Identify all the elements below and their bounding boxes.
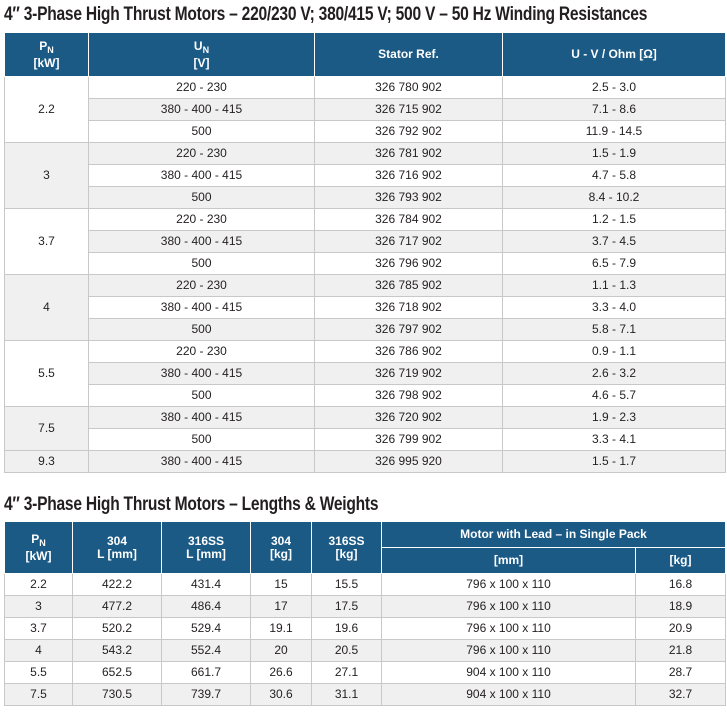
resistance-cell: 1.5 - 1.9 [503,143,726,165]
table-row [5,662,726,684]
header-pn: $P_N$ [kW] [5,33,89,77]
pack-weight-cell: 21.8 [636,640,726,662]
winding-resistance-table [4,32,726,473]
resistance-cell: 2.6 - 3.2 [503,363,726,385]
table-row [5,574,726,596]
header-316ss-length: 316SS L [mm] [162,522,251,574]
table-row [5,187,726,209]
resistance-cell: 7.1 - 8.6 [503,99,726,121]
lengths-weights-table [4,521,726,706]
pack-dimensions-cell: 796 x 100 x 110 [382,640,636,662]
voltage-cell: 500 [89,429,315,451]
voltage-cell: 220 - 230 [89,275,315,297]
pack-weight-cell: 28.7 [636,662,726,684]
stator-ref-cell: 326 792 902 [315,121,503,143]
table-row [5,385,726,407]
resistance-cell: 6.5 - 7.9 [503,253,726,275]
power-cell: 5.5 [5,341,89,407]
table-row [5,165,726,187]
length-316ss-cell: 486.4 [162,596,251,618]
power-cell: 3 [5,596,73,618]
resistance-cell: 3.3 - 4.0 [503,297,726,319]
length-304-cell: 543.2 [73,640,162,662]
table-row [5,640,726,662]
table-row [5,363,726,385]
resistance-cell: 1.1 - 1.3 [503,275,726,297]
pack-weight-cell: 20.9 [636,618,726,640]
table-row [5,77,726,99]
weight-304-cell: 19.1 [251,618,312,640]
pack-dimensions-cell: 904 x 100 x 110 [382,662,636,684]
length-316ss-cell: 529.4 [162,618,251,640]
voltage-cell: 380 - 400 - 415 [89,165,315,187]
stator-ref-cell: 326 785 902 [315,275,503,297]
weight-316ss-cell: 19.6 [312,618,382,640]
table-row [5,596,726,618]
voltage-cell: 220 - 230 [89,77,315,99]
weight-316ss-cell: 15.5 [312,574,382,596]
stator-ref-cell: 326 798 902 [315,385,503,407]
power-cell: 3.7 [5,618,73,640]
weight-304-cell: 17 [251,596,312,618]
stator-ref-cell: 326 717 902 [315,231,503,253]
power-cell: 3.7 [5,209,89,275]
table-row [5,231,726,253]
stator-ref-cell: 326 716 902 [315,165,503,187]
weight-304-cell: 15 [251,574,312,596]
stator-ref-cell: 326 784 902 [315,209,503,231]
resistance-cell: 1.5 - 1.7 [503,451,726,473]
length-316ss-cell: 431.4 [162,574,251,596]
power-cell: 7.5 [5,684,73,706]
stator-ref-cell: 326 786 902 [315,341,503,363]
length-304-cell: 652.5 [73,662,162,684]
power-cell: 4 [5,640,73,662]
voltage-cell: 380 - 400 - 415 [89,231,315,253]
resistance-cell: 1.2 - 1.5 [503,209,726,231]
header-316ss-weight: 316SS [kg] [312,522,382,574]
table-row [5,99,726,121]
stator-ref-cell: 326 718 902 [315,297,503,319]
stator-ref-cell: 326 995 920 [315,451,503,473]
winding-resistance-title: 4″ 3-Phase High Thrust Motors – 220/230 V; 380/415 V; 500 V – 50 Hz Winding Resistances [4,4,648,25]
table-row [5,429,726,451]
voltage-cell: 220 - 230 [89,209,315,231]
stator-ref-cell: 326 780 902 [315,77,503,99]
header-single-pack: Motor with Lead – in Single Pack [382,522,726,548]
resistance-cell: 11.9 - 14.5 [503,121,726,143]
pack-weight-cell: 18.9 [636,596,726,618]
voltage-cell: 380 - 400 - 415 [89,99,315,121]
stator-ref-cell: 326 781 902 [315,143,503,165]
voltage-cell: 500 [89,187,315,209]
stator-ref-cell: 326 799 902 [315,429,503,451]
header-resistance: U - V / Ohm [Ω] [503,33,726,77]
pack-weight-cell: 32.7 [636,684,726,706]
table-row [5,121,726,143]
weight-304-cell: 20 [251,640,312,662]
power-cell: 2.2 [5,77,89,143]
power-cell: 7.5 [5,407,89,451]
table-row [5,143,726,165]
header-stator-ref: Stator Ref. [315,33,503,77]
length-304-cell: 730.5 [73,684,162,706]
power-cell: 2.2 [5,574,73,596]
voltage-cell: 500 [89,253,315,275]
stator-ref-cell: 326 793 902 [315,187,503,209]
table-row [5,341,726,363]
stator-ref-cell: 326 796 902 [315,253,503,275]
voltage-cell: 220 - 230 [89,143,315,165]
table-row [5,451,726,473]
pack-dimensions-cell: 796 x 100 x 110 [382,596,636,618]
length-304-cell: 520.2 [73,618,162,640]
resistance-cell: 3.7 - 4.5 [503,231,726,253]
table-row [5,684,726,706]
resistance-cell: 3.3 - 4.1 [503,429,726,451]
length-316ss-cell: 661.7 [162,662,251,684]
table-row [5,319,726,341]
power-cell: 9.3 [5,451,89,473]
voltage-cell: 220 - 230 [89,341,315,363]
pack-weight-cell: 16.8 [636,574,726,596]
voltage-cell: 380 - 400 - 415 [89,297,315,319]
stator-ref-cell: 326 797 902 [315,319,503,341]
header-pack-kg: [kg] [636,548,726,574]
weight-304-cell: 30.6 [251,684,312,706]
power-cell: 4 [5,275,89,341]
voltage-cell: 380 - 400 - 415 [89,451,315,473]
header-304-weight: 304 [kg] [251,522,312,574]
header-un: $U_N$ [V] [89,33,315,77]
resistance-cell: 0.9 - 1.1 [503,341,726,363]
length-316ss-cell: 739.7 [162,684,251,706]
stator-ref-cell: 326 720 902 [315,407,503,429]
table-row [5,407,726,429]
table-row [5,297,726,319]
header-pack-mm: [mm] [382,548,636,574]
resistance-cell: 5.8 - 7.1 [503,319,726,341]
table-row [5,253,726,275]
length-304-cell: 422.2 [73,574,162,596]
header-304-length: 304 L [mm] [73,522,162,574]
length-316ss-cell: 552.4 [162,640,251,662]
voltage-cell: 500 [89,319,315,341]
weight-304-cell: 26.6 [251,662,312,684]
stator-ref-cell: 326 719 902 [315,363,503,385]
table-row [5,275,726,297]
voltage-cell: 500 [89,121,315,143]
resistance-cell: 2.5 - 3.0 [503,77,726,99]
weight-316ss-cell: 31.1 [312,684,382,706]
pack-dimensions-cell: 904 x 100 x 110 [382,684,636,706]
table-row [5,618,726,640]
lengths-weights-title: 4″ 3-Phase High Thrust Motors – Lengths & Weights [4,494,379,515]
pack-dimensions-cell: 796 x 100 x 110 [382,618,636,640]
weight-316ss-cell: 17.5 [312,596,382,618]
weight-316ss-cell: 20.5 [312,640,382,662]
power-cell: 3 [5,143,89,209]
weight-316ss-cell: 27.1 [312,662,382,684]
stator-ref-cell: 326 715 902 [315,99,503,121]
resistance-cell: 4.6 - 5.7 [503,385,726,407]
resistance-cell: 1.9 - 2.3 [503,407,726,429]
voltage-cell: 380 - 400 - 415 [89,407,315,429]
table-row [5,209,726,231]
voltage-cell: 380 - 400 - 415 [89,363,315,385]
pack-dimensions-cell: 796 x 100 x 110 [382,574,636,596]
resistance-cell: 8.4 - 10.2 [503,187,726,209]
length-304-cell: 477.2 [73,596,162,618]
resistance-cell: 4.7 - 5.8 [503,165,726,187]
power-cell: 5.5 [5,662,73,684]
header-pn: $P_N$ [kW] [5,522,73,574]
voltage-cell: 500 [89,385,315,407]
